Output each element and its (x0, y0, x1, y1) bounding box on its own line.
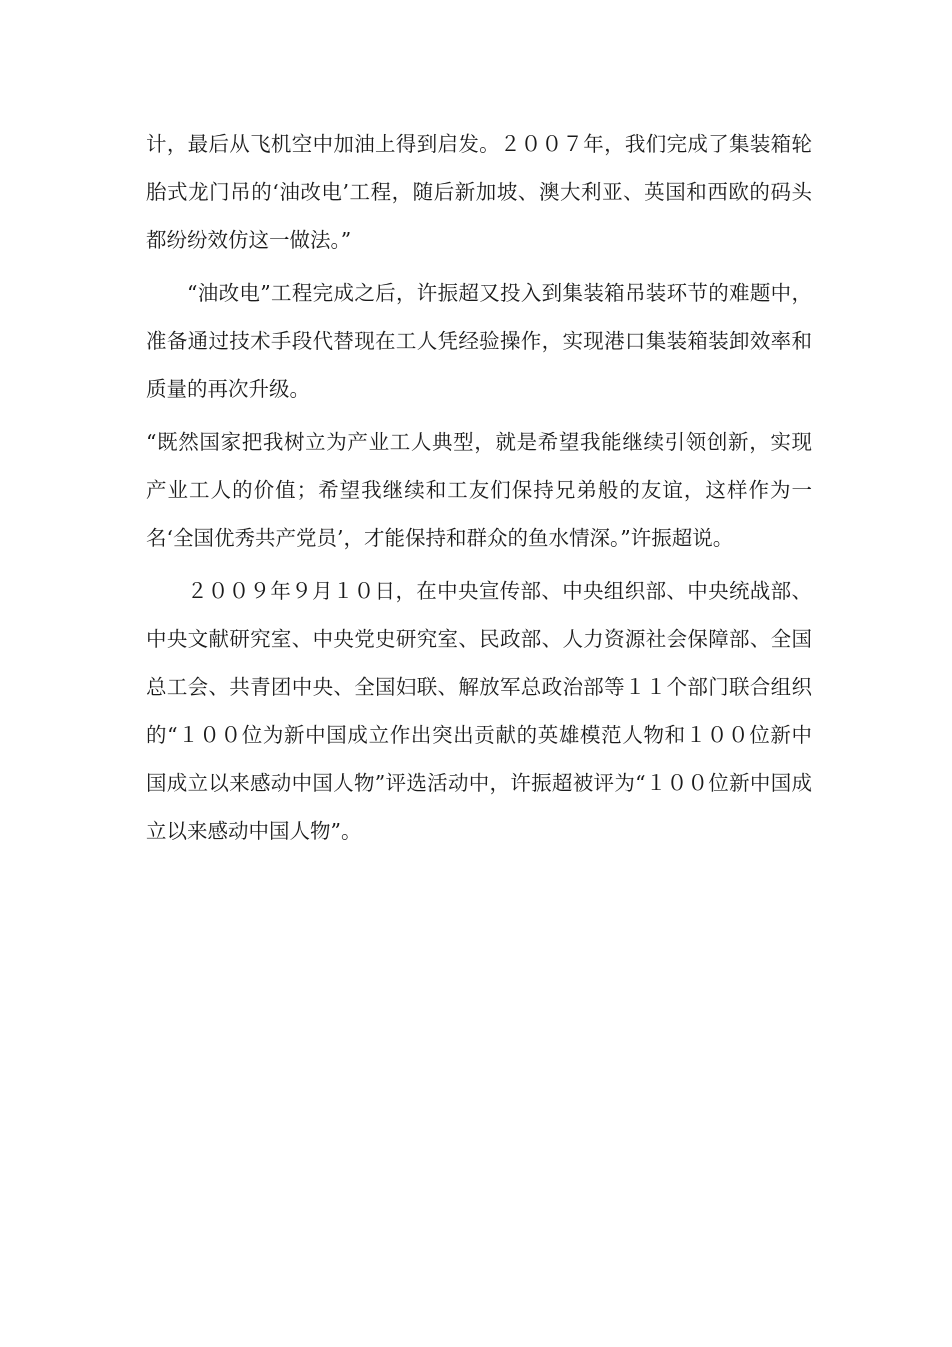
body-text (146, 120, 812, 860)
paragraph-2: “油改电”工程完成之后，许振超又投入到集装箱吊装环节的难题中，准备通过技术手段代替现在工人凭经验操作，实现港口集装箱装卸效率和质量的再次升级。 (146, 281, 812, 401)
paragraph-1: 计，最后从飞机空中加油上得到启发。２００７年，我们完成了集装箱轮胎式龙门吊的‘油改电’工程，随后新加坡、澳大利亚、英国和西欧的码头都纷纷效仿这一做法。” (146, 132, 812, 252)
paragraph-4: ２００９年９月１０日，在中央宣传部、中央组织部、中央统战部、中央文献研究室、中央党史研究室、民政部、人力资源社会保障部、全国总工会、共青团中央、全国妇联、解放军总政治部等１１个部门联合组织的“１００位为新中国成立作出突出贡献的英雄模范人物和１００位新中国成立以来感动中国人物”评选活动中，许振超被评为“１００位新中国成立以来感动中国人物”。 (146, 579, 812, 843)
paragraph-3: “既然国家把我树立为产业工人典型，就是希望我能继续引领创新，实现产业工人的价值；希望我继续和工友们保持兄弟般的友谊，这样作为一名‘全国优秀共产党员’，才能保持和群众的鱼水情深。”许振超说。 (146, 430, 812, 550)
